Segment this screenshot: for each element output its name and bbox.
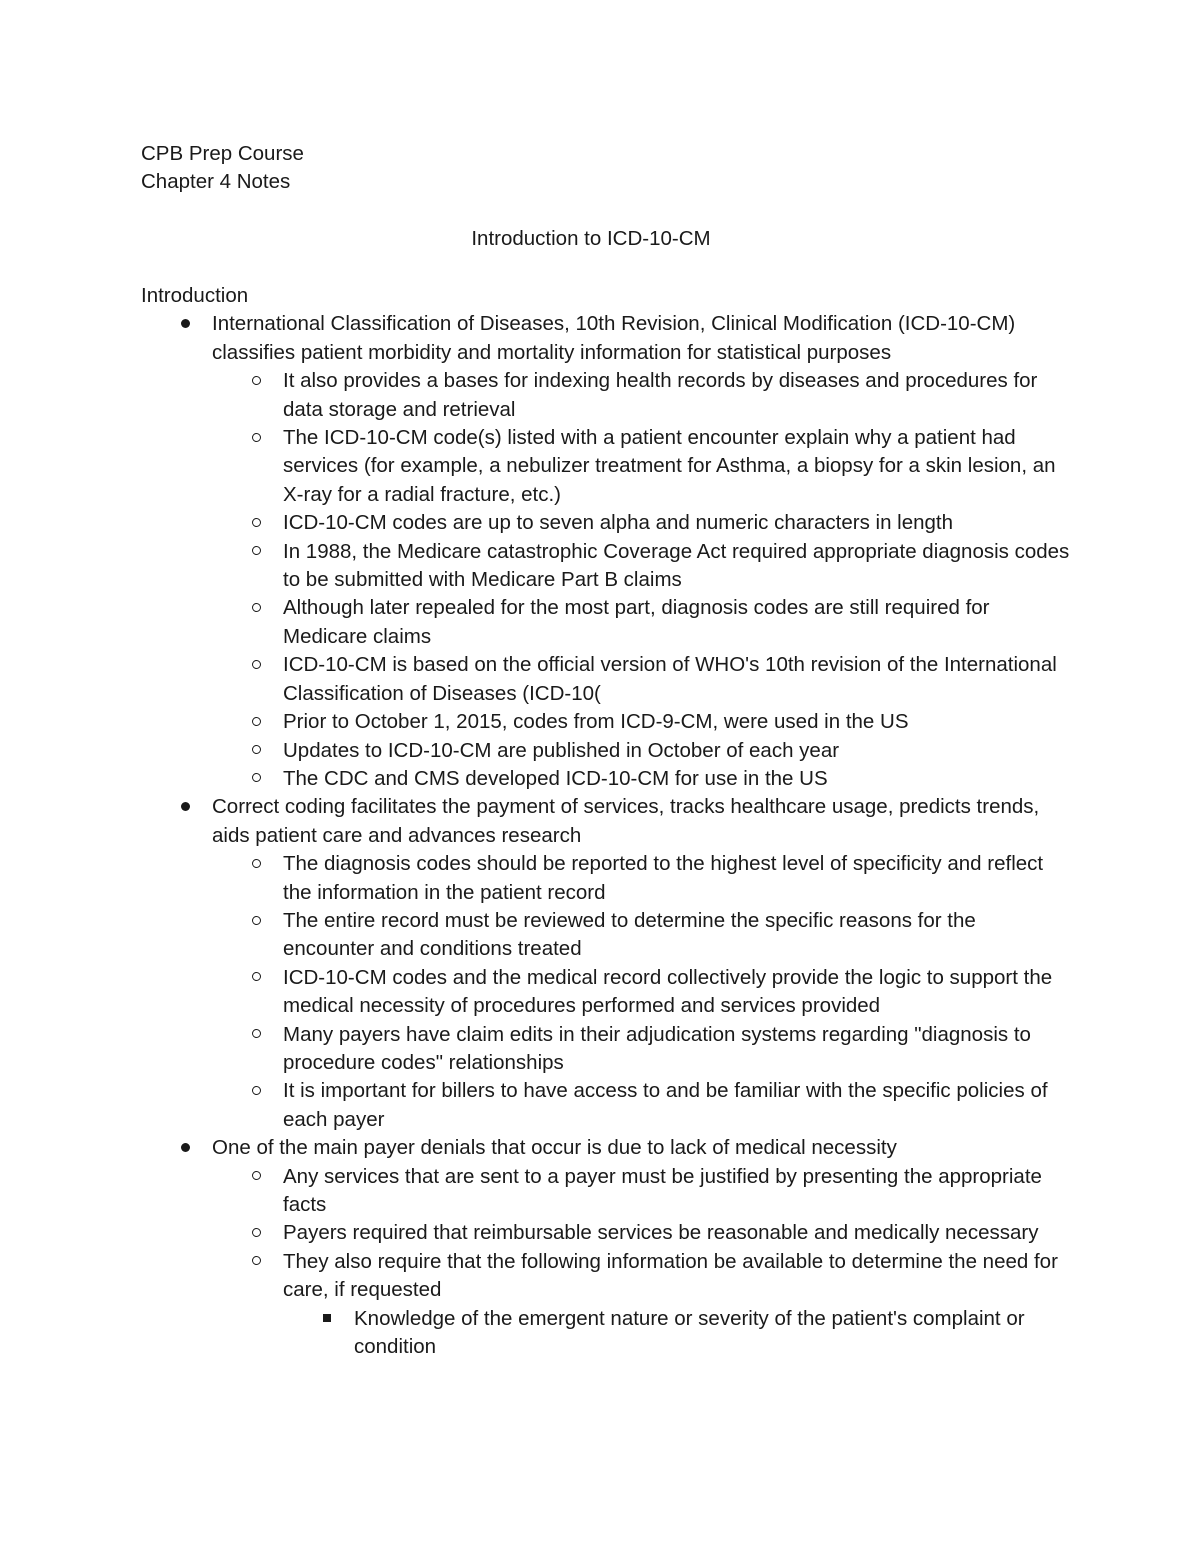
bullet-dot-icon xyxy=(175,1134,195,1162)
course-name: CPB Prep Course xyxy=(141,142,304,165)
sub-list-item-text: Prior to October 1, 2015, codes from ICD-9-CM, were used in the US xyxy=(283,710,909,734)
document-title: Introduction to ICD-10-CM xyxy=(471,227,711,251)
sub-list-item xyxy=(212,708,1071,736)
sub-list-item-text: They also require that the following information be available to determine the need for care, if requested xyxy=(283,1249,1058,1302)
bullet-circle-icon xyxy=(246,538,266,566)
sub-list-item xyxy=(212,850,1071,907)
bullet-circle-icon xyxy=(246,1163,266,1191)
sub-list-item-text: Although later repealed for the most part, diagnosis codes are still required for Medicare claims xyxy=(283,596,990,648)
sub-list-item xyxy=(212,651,1071,708)
bullet-circle-icon xyxy=(246,708,266,736)
sub-list-item xyxy=(212,424,1071,509)
sub-list-item xyxy=(212,1248,1071,1362)
sub-list-item xyxy=(212,907,1071,964)
sub-bullet-list xyxy=(212,367,1071,793)
bullet-circle-icon xyxy=(246,907,266,935)
sub-list-item xyxy=(212,367,1071,424)
sub-list-item-text: Payers required that reimbursable services be reasonable and medically necessary xyxy=(283,1221,1039,1245)
sub-list-item xyxy=(212,594,1071,651)
sub-bullet-list xyxy=(212,850,1071,1134)
list-item-text: Correct coding facilitates the payment of services, tracks healthcare usage, predicts trends, aids patient care and advances research xyxy=(212,795,1040,847)
list-item xyxy=(141,793,1071,1134)
list-item-text: One of the main payer denials that occur is due to lack of medical necessity xyxy=(212,1136,897,1160)
sub-list-item xyxy=(212,765,1071,793)
sub-list-item-text: ICD-10-CM is based on the official version of WHO's 10th revision of the International Classification of Diseases (ICD-10( xyxy=(283,653,1057,705)
sub-list-item-text: The CDC and CMS developed ICD-10-CM for use in the US xyxy=(283,766,828,790)
bullet-dot-icon xyxy=(175,793,195,821)
sub-list-item-text: The diagnosis codes should be reported to the highest level of specificity and reflect the information in the patient record xyxy=(283,852,1044,904)
sub-list-item xyxy=(212,509,1071,537)
sub-list-item xyxy=(212,1163,1071,1220)
bullet-circle-icon xyxy=(246,1219,266,1247)
bullet-circle-icon xyxy=(246,424,266,452)
chapter-label: Chapter 4 Notes xyxy=(141,170,291,194)
bullet-circle-icon xyxy=(246,964,266,992)
sub-list-item-text: In 1988, the Medicare catastrophic Coverage Act required appropriate diagnosis codes to be submitted with Medicare Part B claims xyxy=(283,539,1070,592)
sub-sub-bullet-list xyxy=(283,1305,1071,1362)
bullet-circle-icon xyxy=(246,1077,266,1105)
bullet-circle-icon xyxy=(246,367,266,395)
sub-list-item-text: It also provides a bases for indexing health records by diseases and procedures for data storage and retrieval xyxy=(283,369,1038,421)
bullet-circle-icon xyxy=(246,850,266,878)
sub-list-item xyxy=(212,1077,1071,1134)
bullet-dot-icon xyxy=(175,310,195,338)
bullet-circle-icon xyxy=(246,1248,266,1276)
sub-list-item-text: Updates to ICD-10-CM are published in October of each year xyxy=(283,738,840,762)
sub-list-item xyxy=(212,1021,1071,1078)
bullet-circle-icon xyxy=(246,737,266,765)
bullet-list xyxy=(141,310,1071,1361)
list-item xyxy=(141,1134,1071,1361)
sub-list-item-text: ICD-10-CM codes and the medical record collectively provide the logic to support the medical necessity of procedures performed and services provided xyxy=(283,965,1053,1018)
sub-list-item-text: It is important for billers to have access to and be familiar with the specific policies of each payer xyxy=(283,1079,1048,1131)
sub-bullet-list xyxy=(212,1163,1071,1362)
bullet-circle-icon xyxy=(246,1021,266,1049)
sub-list-item-text: The ICD-10-CM code(s) listed with a patient encounter explain why a patient had services (for example, a nebulizer treatment for Asthma, a biopsy for a skin lesion, an X-ray for a radial fracture, etc.) xyxy=(283,426,1056,506)
bullet-square-icon xyxy=(317,1305,337,1333)
sub-sub-list-item-text: Knowledge of the emergent nature or severity of the patient's complaint or condition xyxy=(354,1306,1025,1359)
bullet-circle-icon xyxy=(246,651,266,679)
bullet-circle-icon xyxy=(246,594,266,622)
sub-list-item-text: Many payers have claim edits in their adjudication systems regarding "diagnosis to procedure codes" relationships xyxy=(283,1022,1031,1074)
list-item xyxy=(141,310,1071,793)
sub-list-item xyxy=(212,538,1071,595)
bullet-circle-icon xyxy=(246,509,266,537)
sub-list-item xyxy=(212,1219,1071,1247)
sub-list-item xyxy=(212,737,1071,765)
sub-sub-list-item xyxy=(283,1305,1071,1362)
sub-list-item-text: Any services that are sent to a payer must be justified by presenting the appropriate facts xyxy=(283,1164,1042,1216)
section-heading: Introduction xyxy=(141,284,249,307)
document-body xyxy=(141,140,1071,1361)
sub-list-item-text: ICD-10-CM codes are up to seven alpha and numeric characters in length xyxy=(283,511,954,535)
bullet-circle-icon xyxy=(246,765,266,793)
sub-list-item xyxy=(212,964,1071,1021)
sub-list-item-text: The entire record must be reviewed to determine the specific reasons for the encounter and conditions treated xyxy=(283,908,976,961)
list-item-text: International Classification of Diseases, 10th Revision, Clinical Modification (ICD-10-CM) classifies patient morbidity and mortality information for statistical purposes xyxy=(212,312,1016,364)
